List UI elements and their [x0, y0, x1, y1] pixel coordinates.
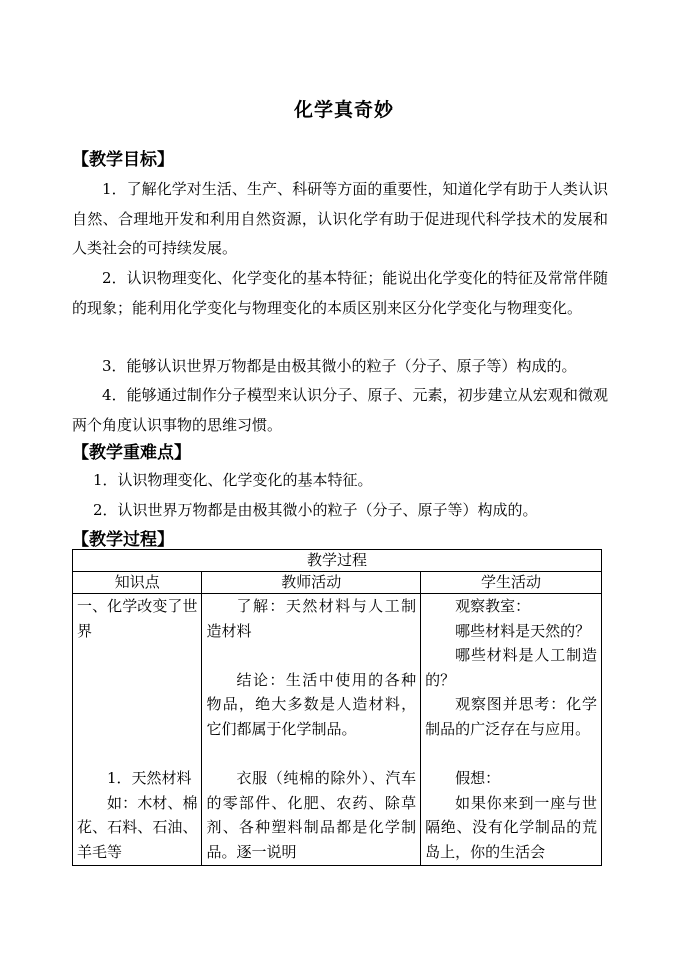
student-cell: [421, 594, 602, 866]
column-header-knowledge: 知识点: [73, 572, 202, 594]
knowledge-topic: 一、化学改变了世界: [77, 597, 198, 640]
teacher-text-2: 结论：生活中使用的各种物品，绝大多数是人造材料，它们都属于化学制品。: [206, 670, 417, 738]
process-table: [72, 549, 602, 866]
teacher-text-3: 衣服（纯棉的除外）、汽车的零部件、化肥、农药、除草剂、各种塑料制品都是化学制品。逐一说明: [206, 769, 417, 861]
student-text-5: 假想：: [455, 769, 501, 788]
table-caption: 教学过程: [73, 550, 602, 572]
table-caption-row: [73, 550, 602, 572]
teacher-cell: [202, 594, 421, 866]
goal-item-3: 3．能够认识世界万物都是由极其微小的粒子（分子、原子等）构成的。: [102, 357, 577, 375]
process-heading: 【教学过程】: [72, 530, 174, 550]
teacher-text-1: 了解：天然材料与人工制造材料: [206, 597, 417, 640]
document-title: 化学真奇妙: [293, 99, 394, 121]
goal-item-2: 2．认识物理变化、化学变化的基本特征；能说出化学变化的特征及常常伴随的现象；能利用化学变化与物理变化的本质区别来区分化学变化与物理变化。: [72, 269, 608, 317]
keypoint-item-1: 1．认识物理变化、化学变化的基本特征。: [93, 471, 373, 489]
goal-item-4: 4．能够通过制作分子模型来认识分子、原子、元素，初步建立从宏观和微观两个角度认识事物的思维习惯。: [72, 386, 608, 434]
column-header-teacher: 教师活动: [202, 572, 421, 594]
student-text-6: 如果你来到一座与世隔绝、没有化学制品的荒岛上，你的生活会: [425, 793, 597, 861]
table-header-row: [73, 572, 602, 594]
student-text-4: 观察图并思考：化学制品的广泛存在与应用。: [425, 695, 597, 738]
knowledge-cell: [73, 594, 202, 866]
keypoints-heading: 【教学重难点】: [72, 443, 191, 463]
keypoint-item-2: 2．认识世界万物都是由极其微小的粒子（分子、原子等）构成的。: [93, 501, 538, 519]
student-text-1: 观察教室：: [455, 597, 531, 615]
student-text-2: 哪些材料是天然的？: [455, 621, 591, 640]
student-text-3: 哪些材料是人工制造的？: [425, 646, 597, 689]
column-header-student: 学生活动: [421, 572, 602, 594]
knowledge-examples: 如：木材、棉花、石料、石油、羊毛等: [77, 793, 198, 861]
table-row: [73, 594, 602, 866]
goal-item-1: 1．了解化学对生活、生产、科研等方面的重要性，知道化学有助于人类认识自然、合理地开发和利用自然资源，认识化学有助于促进现代科学技术的发展和人类社会的可持续发展。: [72, 180, 608, 257]
knowledge-subtopic: 1．天然材料: [107, 769, 192, 788]
goals-heading: 【教学目标】: [72, 150, 174, 170]
